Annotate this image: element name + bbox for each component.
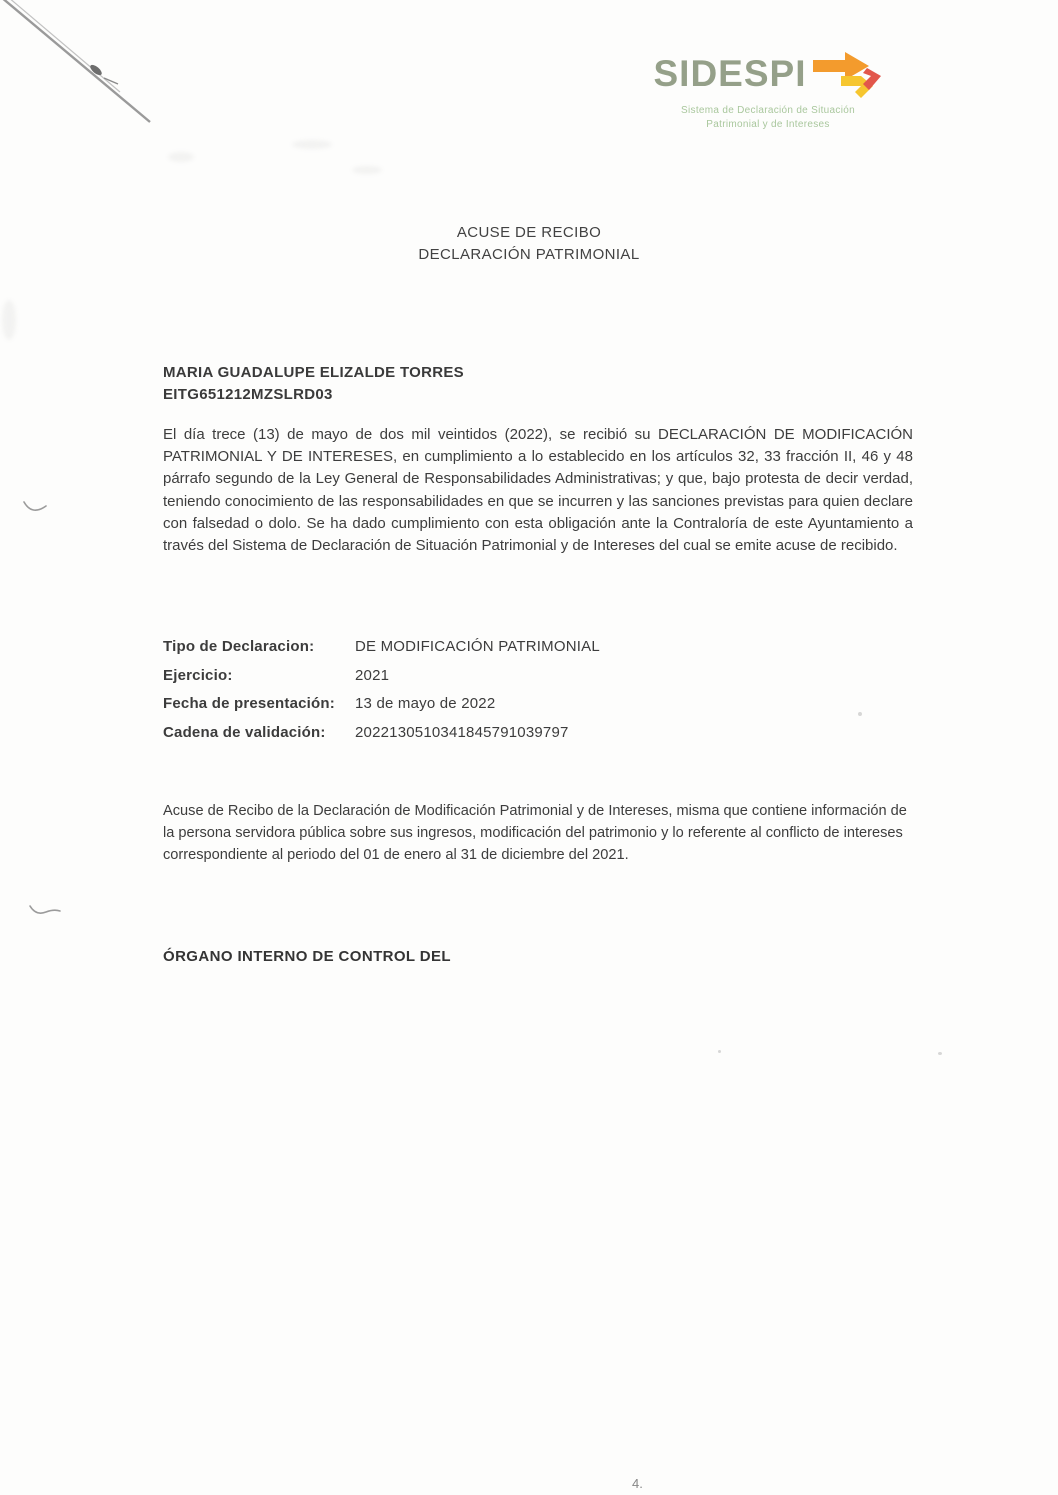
issuing-authority-heading: ÓRGANO INTERNO DE CONTROL DEL bbox=[163, 948, 451, 965]
document-title-line1: ACUSE DE RECIBO bbox=[456, 224, 602, 241]
sidespi-logo bbox=[648, 46, 888, 131]
field-row-ejercicio bbox=[163, 666, 783, 686]
field-value-cadena: 2022130510341845791039797 bbox=[355, 723, 569, 741]
smudge-scan-artifact bbox=[352, 166, 382, 174]
document-title bbox=[0, 222, 1058, 266]
recipient-block bbox=[163, 362, 464, 406]
recipient-name: MARIA GUADALUPE ELIZALDE TORRES bbox=[163, 364, 464, 381]
field-label-tipo: Tipo de Declaracion: bbox=[163, 638, 315, 655]
body-paragraph: El día trece (13) de mayo de dos mil veintidos (2022), se recibió su DECLARACIÓN DE MODIFICACIÓN PATRIMONIAL Y DE INTERESES, en cumplimiento a lo establecido en los artículos 32, 33 fracción II, 46 y 48 párrafo segundo de la Ley General de Responsabilidades Administrativas; y que, bajo protesta de decir verdad, teniendo conocimiento de las responsabilidades en que se incurren y las sanciones previstas para quien declare con falsedad o dolo. Se ha dado cumplimiento con esta obligación ante la Contraloría de este Ayuntamiento a través del Sistema de Declaración de Situación Patrimonial y de Intereses del cual se emite acuse de recibido. bbox=[163, 426, 913, 554]
sidespi-tagline-line2: Patrimonial y de Intereses bbox=[706, 118, 830, 130]
speck-scan-artifact bbox=[718, 1050, 721, 1053]
field-row-fecha bbox=[163, 694, 783, 714]
staple-scan-artifact bbox=[0, 0, 180, 150]
field-value-fecha: 13 de mayo de 2022 bbox=[355, 695, 496, 712]
page-number-mark: 4. bbox=[632, 1476, 643, 1491]
pen-mark-scan-artifact bbox=[28, 898, 64, 920]
field-row-cadena bbox=[163, 723, 783, 743]
sidespi-arrow-icon bbox=[811, 46, 883, 102]
smudge-scan-artifact bbox=[292, 140, 332, 149]
field-value-ejercicio: 2021 bbox=[355, 666, 390, 684]
pen-mark-scan-artifact bbox=[22, 496, 56, 518]
field-label-fecha: Fecha de presentación: bbox=[163, 695, 335, 712]
smudge-scan-artifact bbox=[2, 300, 16, 340]
smudge-scan-artifact bbox=[168, 152, 194, 162]
declaration-fields bbox=[163, 637, 783, 751]
sidespi-logo-text: SIDESPI bbox=[653, 53, 807, 94]
sidespi-tagline bbox=[648, 104, 888, 131]
document-title-line2: DECLARACIÓN PATRIMONIAL bbox=[418, 245, 640, 263]
speck-scan-artifact bbox=[858, 712, 862, 716]
field-value-tipo: DE MODIFICACIÓN PATRIMONIAL bbox=[355, 638, 600, 655]
sidespi-tagline-line1: Sistema de Declaración de Situación bbox=[681, 105, 855, 116]
speck-scan-artifact bbox=[938, 1052, 942, 1055]
recipient-curp: EITG651212MZSLRD03 bbox=[163, 385, 333, 403]
closing-paragraph: Acuse de Recibo de la Declaración de Modificación Patrimonial y de Intereses, misma que contiene información de la persona servidora pública sobre sus ingresos, modificación del patrimonio y lo referente al conflicto de intereses correspondiente al periodo del 01 de enero al 31 de diciembre del 2021. bbox=[163, 803, 907, 864]
field-row-tipo bbox=[163, 637, 783, 657]
field-label-cadena: Cadena de validación: bbox=[163, 723, 326, 741]
field-label-ejercicio: Ejercicio: bbox=[163, 666, 233, 684]
